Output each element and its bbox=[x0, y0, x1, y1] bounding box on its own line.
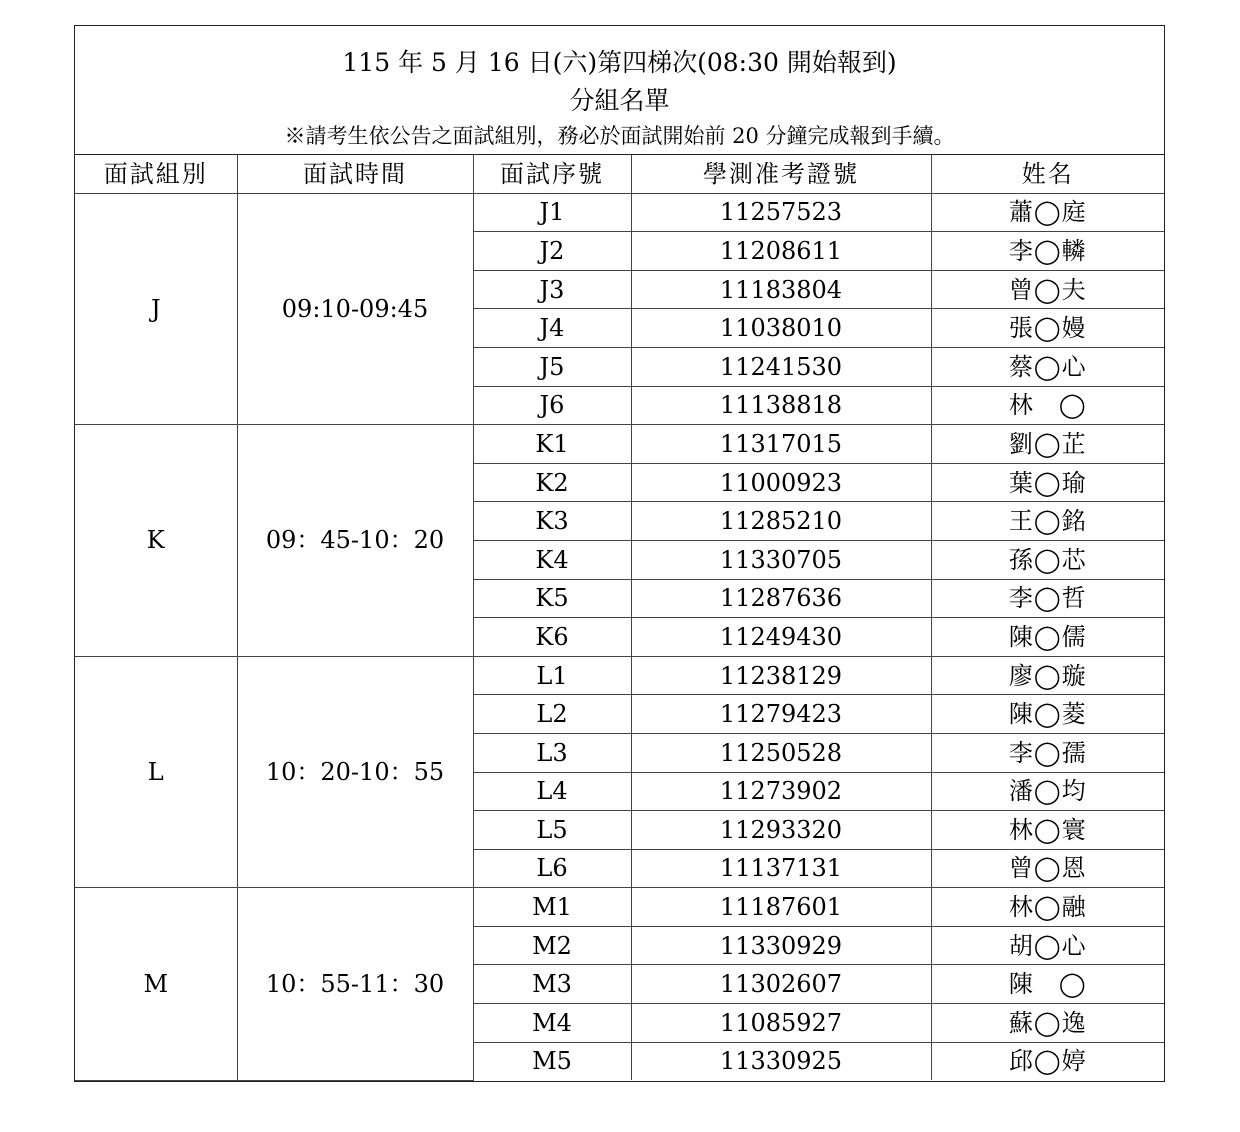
time-cell: 10：20-10：55 bbox=[237, 656, 473, 888]
name-cell: 蔡◯心 bbox=[931, 347, 1164, 386]
seq-cell: K5 bbox=[473, 579, 631, 618]
exam-id-cell: 11249430 bbox=[631, 618, 931, 657]
exam-id-cell: 11302607 bbox=[631, 965, 931, 1004]
name-cell: 李◯孺 bbox=[931, 733, 1164, 772]
exam-id-cell: 11330929 bbox=[631, 926, 931, 965]
seq-cell: K6 bbox=[473, 618, 631, 657]
name-cell: 陳◯菱 bbox=[931, 695, 1164, 734]
col-header-group: 面試組別 bbox=[75, 155, 237, 193]
interview-list-sheet bbox=[74, 25, 1165, 1082]
exam-id-cell: 11000923 bbox=[631, 463, 931, 502]
name-cell: 林◯寰 bbox=[931, 811, 1164, 850]
seq-cell: L5 bbox=[473, 811, 631, 850]
check-in-notice: ※請考生依公告之面試組別，務必於面試開始前 20 分鐘完成報到手續。 bbox=[284, 124, 955, 148]
name-cell: 張◯嫚 bbox=[931, 309, 1164, 348]
seq-cell: M1 bbox=[473, 888, 631, 927]
col-header-time: 面試時間 bbox=[237, 155, 473, 193]
seq-cell: J1 bbox=[473, 193, 631, 232]
seq-cell: L3 bbox=[473, 733, 631, 772]
exam-id-cell: 11257523 bbox=[631, 193, 931, 232]
name-cell: 李◯轔 bbox=[931, 232, 1164, 271]
exam-id-cell: 11187601 bbox=[631, 888, 931, 927]
seq-cell: M4 bbox=[473, 1004, 631, 1043]
table-row bbox=[75, 425, 1164, 464]
exam-id-cell: 11279423 bbox=[631, 695, 931, 734]
exam-id-cell: 11287636 bbox=[631, 579, 931, 618]
exam-id-cell: 11330925 bbox=[631, 1042, 931, 1080]
exam-id-cell: 11038010 bbox=[631, 309, 931, 348]
name-cell: 林 ◯ bbox=[931, 386, 1164, 425]
list-header bbox=[75, 26, 1164, 155]
seq-cell: L2 bbox=[473, 695, 631, 734]
exam-id-cell: 11285210 bbox=[631, 502, 931, 541]
col-header-exam-id: 學測准考證號 bbox=[631, 155, 931, 193]
seq-cell: J6 bbox=[473, 386, 631, 425]
table-row bbox=[75, 888, 1164, 927]
name-cell: 陳◯儒 bbox=[931, 618, 1164, 657]
exam-id-cell: 11317015 bbox=[631, 425, 931, 464]
exam-id-cell: 11085927 bbox=[631, 1004, 931, 1043]
seq-cell: L1 bbox=[473, 656, 631, 695]
name-cell: 葉◯瑜 bbox=[931, 463, 1164, 502]
exam-id-cell: 11208611 bbox=[631, 232, 931, 271]
seq-cell: M3 bbox=[473, 965, 631, 1004]
group-cell: K bbox=[75, 425, 237, 657]
exam-id-cell: 11138818 bbox=[631, 386, 931, 425]
exam-id-cell: 11183804 bbox=[631, 270, 931, 309]
name-cell: 李◯哲 bbox=[931, 579, 1164, 618]
seq-cell: K4 bbox=[473, 540, 631, 579]
name-cell: 王◯銘 bbox=[931, 502, 1164, 541]
seq-cell: L4 bbox=[473, 772, 631, 811]
name-cell: 廖◯璇 bbox=[931, 656, 1164, 695]
time-cell: 10：55-11：30 bbox=[237, 888, 473, 1080]
seq-cell: K3 bbox=[473, 502, 631, 541]
name-cell: 曾◯夫 bbox=[931, 270, 1164, 309]
name-cell: 潘◯均 bbox=[931, 772, 1164, 811]
table-row bbox=[75, 656, 1164, 695]
table-header-row bbox=[75, 155, 1164, 193]
group-cell: M bbox=[75, 888, 237, 1080]
seq-cell: J3 bbox=[473, 270, 631, 309]
name-cell: 胡◯心 bbox=[931, 926, 1164, 965]
seq-cell: K1 bbox=[473, 425, 631, 464]
name-cell: 林◯融 bbox=[931, 888, 1164, 927]
group-cell: J bbox=[75, 193, 237, 425]
exam-id-cell: 11241530 bbox=[631, 347, 931, 386]
exam-id-cell: 11137131 bbox=[631, 849, 931, 888]
list-title: 分組名單 bbox=[569, 86, 670, 115]
time-cell: 09:10-09:45 bbox=[237, 193, 473, 425]
exam-id-cell: 11330705 bbox=[631, 540, 931, 579]
name-cell: 蕭◯庭 bbox=[931, 193, 1164, 232]
seq-cell: M5 bbox=[473, 1042, 631, 1080]
table-row bbox=[75, 193, 1164, 232]
group-table bbox=[75, 155, 1164, 1081]
session-title: 115 年 5 月 16 日(六)第四梯次(08:30 開始報到) bbox=[342, 48, 897, 77]
seq-cell: L6 bbox=[473, 849, 631, 888]
exam-id-cell: 11238129 bbox=[631, 656, 931, 695]
name-cell: 曾◯恩 bbox=[931, 849, 1164, 888]
exam-id-cell: 11293320 bbox=[631, 811, 931, 850]
seq-cell: J2 bbox=[473, 232, 631, 271]
seq-cell: M2 bbox=[473, 926, 631, 965]
name-cell: 蘇◯逸 bbox=[931, 1004, 1164, 1043]
seq-cell: K2 bbox=[473, 463, 631, 502]
table-body bbox=[75, 193, 1164, 1080]
exam-id-cell: 11250528 bbox=[631, 733, 931, 772]
exam-id-cell: 11273902 bbox=[631, 772, 931, 811]
time-cell: 09：45-10：20 bbox=[237, 425, 473, 657]
seq-cell: J5 bbox=[473, 347, 631, 386]
name-cell: 邱◯婷 bbox=[931, 1042, 1164, 1080]
col-header-seq: 面試序號 bbox=[473, 155, 631, 193]
col-header-name: 姓名 bbox=[931, 155, 1164, 193]
seq-cell: J4 bbox=[473, 309, 631, 348]
group-cell: L bbox=[75, 656, 237, 888]
name-cell: 劉◯芷 bbox=[931, 425, 1164, 464]
name-cell: 孫◯芯 bbox=[931, 540, 1164, 579]
name-cell: 陳 ◯ bbox=[931, 965, 1164, 1004]
